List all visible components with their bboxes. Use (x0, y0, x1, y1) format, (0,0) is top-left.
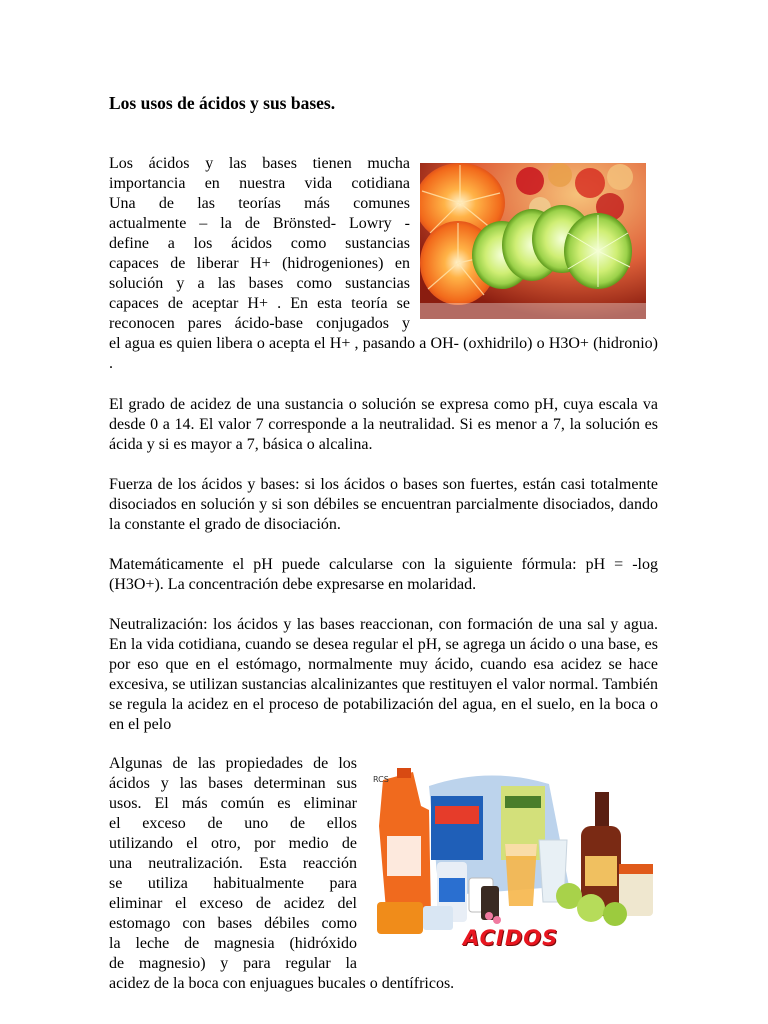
text-line: eliminar el exceso de acidez del (109, 895, 357, 912)
text-line: Una de las teorías más comunes (109, 195, 410, 212)
paragraph-3: Fuerza de los ácidos y bases: si los ácidos o bases son fuertes, están casi totalmente disociados en solución y si son débiles se encuentran parcialmente disociados, dando la constante el grado de disociación. (109, 476, 658, 533)
paragraph-6-rest: acidez de la boca con enjuagues bucales o dentífricos. (109, 975, 455, 992)
paragraph-4: Matemáticamente el pH puede calcularse con la siguiente fórmula: pH = -log (H3O+). La concentración debe expresarse en molaridad. (109, 556, 658, 593)
product-brand-text: RCS (373, 775, 389, 784)
paragraph-6-wrapped (109, 754, 357, 974)
text-line: ácidos y las bases determinan sus (109, 775, 357, 792)
text-line: se utiliza habitualmente para (109, 875, 357, 892)
text-line: define a los ácidos como sustancias (109, 235, 410, 252)
text-line: reconocen pares ácido-base conjugados y (109, 315, 410, 332)
text-line: Los ácidos y las bases tienen mucha (109, 155, 410, 172)
text-line: capaces de liberar H+ (hidrogeniones) en (109, 255, 410, 272)
paragraph-1-rest: el agua es quien libera o acepta el H+ , pasando a OH- (oxhidrilo) o H3O+ (hidronio) . (109, 335, 658, 372)
text-line: solución y a las bases como sustancias (109, 275, 410, 292)
text-line: Algunas de las propiedades de los (109, 755, 357, 772)
paragraph-1-wrapped (109, 154, 410, 334)
text-line: una neutralización. Esta reacción (109, 855, 357, 872)
text-line: utilizando el otro, por medio de (109, 835, 357, 852)
text-line: de magnesio) y para regular la (109, 955, 357, 972)
text-line: el exceso de uno de ellos (109, 815, 357, 832)
page-title: Los usos de ácidos y sus bases. (109, 93, 336, 113)
text-line: capaces de aceptar H+ . En esta teoría se (109, 295, 410, 312)
paragraph-2: El grado de acidez de una sustancia o solución se expresa como pH, cuya escala va desde 0 a 14. El valor 7 corresponde a la neutralidad. Si es menor a 7, la solución es ácida y si es mayor a 7, básica o alcalina. (109, 396, 658, 453)
text-line: usos. El más común es eliminar (109, 795, 357, 812)
citrus-fruit-image (420, 163, 646, 319)
text-line: importancia en nuestra vida cotidiana (109, 175, 410, 192)
text-line: actualmente – la de Brönsted- Lowry - (109, 215, 410, 232)
text-line: la leche de magnesia (hidróxido (109, 935, 357, 952)
paragraph-5: Neutralización: los ácidos y las bases reaccionan, con formación de una sal y agua. En la vida cotidiana, cuando se desea regular el pH, se agrega un ácido o una base, es por eso que en el estómago, normalmente muy ácido, cuando esa acidez se hace excesiva, se utilizan sustancias alcalinizantes que restituyen el valor normal. También se regula la acidez en el proceso de potabilización del agua, en el suelo, en la boca o en el pelo (109, 616, 658, 733)
text-line: estomago con bases débiles como (109, 915, 357, 932)
acidos-caption: ACIDOS (463, 926, 559, 950)
